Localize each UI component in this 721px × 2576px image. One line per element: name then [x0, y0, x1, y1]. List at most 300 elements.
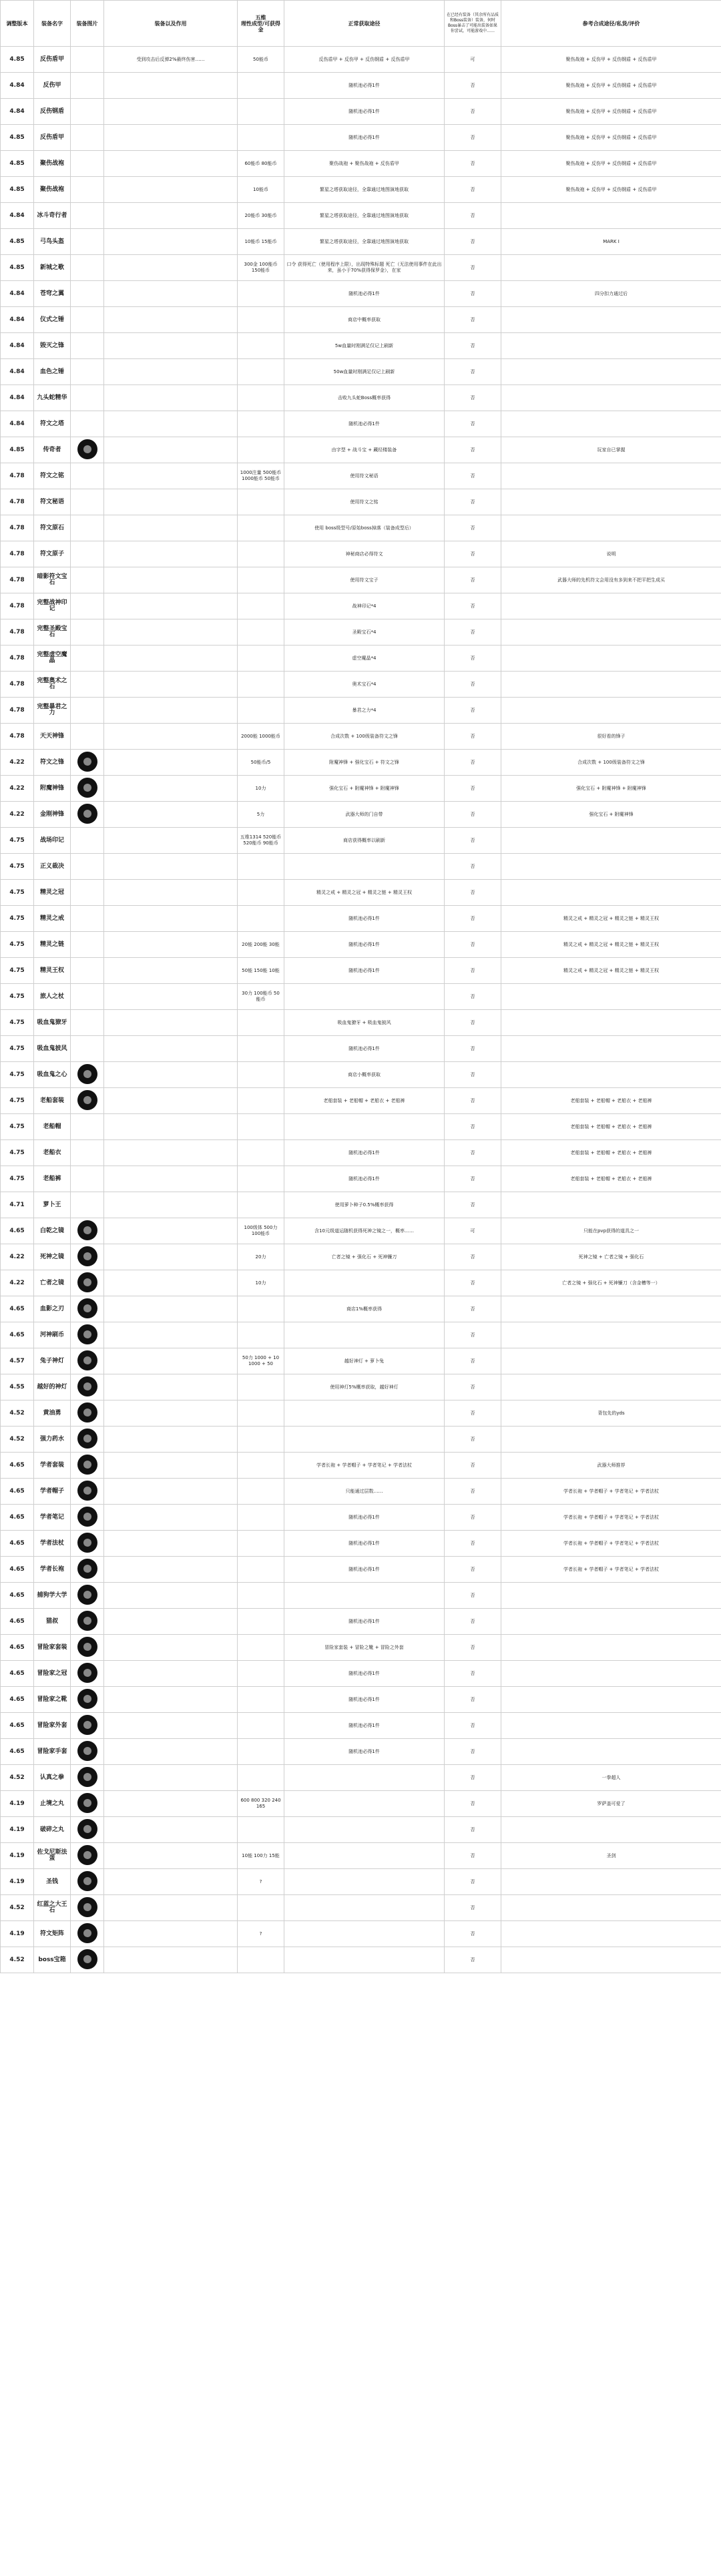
name-cell: 符文矩阵: [34, 1921, 71, 1947]
image-cell: [71, 73, 104, 99]
note-cell: [501, 880, 721, 906]
effect-cell: [104, 385, 238, 411]
name-cell: 圣钱: [34, 1869, 71, 1895]
obtainable-cell: 否: [445, 646, 501, 672]
image-cell: [71, 1088, 104, 1114]
effect-cell: [104, 229, 238, 255]
effect-cell: [104, 411, 238, 437]
name-cell: 佐戈尼斯法蛋: [34, 1843, 71, 1869]
price-cell: [238, 1166, 284, 1192]
table-row: [1, 1400, 721, 1427]
acquire-cell: [284, 1114, 445, 1140]
effect-cell: [104, 99, 238, 125]
name-cell: 金刚神锋: [34, 802, 71, 828]
name-cell: 完整暴君之力: [34, 698, 71, 724]
image-cell: [71, 802, 104, 828]
name-cell: 萝卜王: [34, 1192, 71, 1218]
empty-image: [77, 257, 97, 277]
equipment-image: [77, 778, 97, 798]
price-cell: [238, 73, 284, 99]
note-cell: [501, 411, 721, 437]
image-cell: [71, 1062, 104, 1088]
image-cell: [71, 177, 104, 203]
name-cell: 黄油勇: [34, 1400, 71, 1427]
version-cell: 4.65: [1, 1531, 34, 1557]
version-cell: 4.65: [1, 1661, 34, 1687]
price-cell: 10能币: [238, 177, 284, 203]
acquire-cell: [284, 1791, 445, 1817]
price-cell: 100级体 500力 100能币: [238, 1218, 284, 1244]
effect-cell: [104, 1843, 238, 1869]
table-row: [1, 125, 721, 151]
equipment-image: [77, 1559, 97, 1579]
obtainable-cell: 否: [445, 932, 501, 958]
effect-cell: [104, 1218, 238, 1244]
header-row: [1, 1, 721, 47]
name-cell: 冰斗奇行者: [34, 203, 71, 229]
note-cell: MARK Ⅰ: [501, 229, 721, 255]
table-row: [1, 73, 721, 99]
price-cell: 20能 200能 30能: [238, 932, 284, 958]
image-cell: [71, 1270, 104, 1296]
equipment-image: [77, 1689, 97, 1709]
name-cell: 聚伤战袍: [34, 177, 71, 203]
table-row: [1, 984, 721, 1010]
version-cell: 4.84: [1, 307, 34, 333]
obtainable-cell: 否: [445, 1400, 501, 1427]
obtainable-cell: 否: [445, 619, 501, 646]
effect-cell: [104, 1661, 238, 1687]
image-cell: [71, 1427, 104, 1453]
note-cell: [501, 255, 721, 281]
note-cell: [501, 1062, 721, 1088]
acquire-cell: 精灵之戒 + 精灵之冠 + 精灵之链 + 精灵王权: [284, 880, 445, 906]
obtainable-cell: 否: [445, 724, 501, 750]
note-cell: 武器大师的先机符文会用没有多到来不把平把生成买: [501, 567, 721, 593]
effect-cell: [104, 619, 238, 646]
image-cell: [71, 1192, 104, 1218]
image-cell: [71, 359, 104, 385]
note-cell: [501, 619, 721, 646]
note-cell: 圣剑: [501, 1843, 721, 1869]
obtainable-cell: 否: [445, 1531, 501, 1557]
effect-cell: [104, 958, 238, 984]
acquire-cell: 随机池必得1件: [284, 1687, 445, 1713]
obtainable-cell: 否: [445, 1791, 501, 1817]
price-cell: [238, 1088, 284, 1114]
name-cell: 完整虚空魔晶: [34, 646, 71, 672]
table-row: [1, 698, 721, 724]
obtainable-cell: 否: [445, 437, 501, 463]
version-cell: 4.22: [1, 776, 34, 802]
equipment-image: [77, 1324, 97, 1344]
version-cell: 4.85: [1, 125, 34, 151]
empty-image: [77, 856, 97, 876]
image-cell: [71, 1739, 104, 1765]
acquire-cell: 随机池必得1件: [284, 1036, 445, 1062]
acquire-cell: 随机池必得1件: [284, 125, 445, 151]
effect-cell: [104, 1635, 238, 1661]
equipment-image: [77, 1507, 97, 1527]
effect-cell: [104, 73, 238, 99]
obtainable-cell: 否: [445, 203, 501, 229]
price-cell: 300金 100能币 150能币: [238, 255, 284, 281]
note-cell: 聚伤战袍 + 反伤甲 + 反伤钢盾 + 反伤盾甲: [501, 99, 721, 125]
obtainable-cell: 可: [445, 47, 501, 73]
acquire-cell: 随机池必得1件: [284, 932, 445, 958]
obtainable-cell: 否: [445, 984, 501, 1010]
acquire-cell: 越好神灯 + 萝卜兔: [284, 1348, 445, 1374]
price-cell: [238, 1817, 284, 1843]
price-cell: [238, 619, 284, 646]
name-cell: 聚伤战袍: [34, 151, 71, 177]
effect-cell: [104, 828, 238, 854]
acquire-cell: 5w血量时刚满足仅记上刷新: [284, 333, 445, 359]
equipment-image: [77, 1272, 97, 1292]
name-cell: 学者帽子: [34, 1479, 71, 1505]
effect-cell: [104, 567, 238, 593]
effect-cell: [104, 281, 238, 307]
version-cell: 4.65: [1, 1583, 34, 1609]
note-cell: [501, 1921, 721, 1947]
acquire-cell: 使用神灯5%概率获取，越好神灯: [284, 1374, 445, 1400]
note-cell: 聚伤战袍 + 反伤甲 + 反伤钢盾 + 反伤盾甲: [501, 125, 721, 151]
acquire-cell: 随机池必得1件: [284, 1140, 445, 1166]
acquire-cell: 口令 获得死亡（使用程序上限），出现特殊标题 死亡（无法使用事件在此出来，虽小于70%获得保罗金），在家: [284, 255, 445, 281]
note-cell: 武器大师推荐: [501, 1453, 721, 1479]
price-cell: 10力: [238, 776, 284, 802]
note-cell: [501, 1348, 721, 1374]
acquire-cell: 老船套装 + 老船帽 + 老船衣 + 老船裤: [284, 1088, 445, 1114]
empty-image: [77, 413, 97, 433]
name-cell: 吸血鬼披风: [34, 1036, 71, 1062]
name-cell: 破碎之丸: [34, 1817, 71, 1843]
table-row: [1, 1661, 721, 1687]
equipment-image: [77, 1819, 97, 1839]
table-row: [1, 255, 721, 281]
obtainable-cell: 否: [445, 802, 501, 828]
empty-image: [77, 986, 97, 1006]
name-cell: 反伤盾甲: [34, 125, 71, 151]
equipment-image: [77, 1793, 97, 1813]
effect-cell: [104, 1791, 238, 1817]
image-cell: [71, 1661, 104, 1687]
image-cell: [71, 1817, 104, 1843]
image-cell: [71, 1505, 104, 1531]
image-cell: [71, 99, 104, 125]
acquire-cell: [284, 1869, 445, 1895]
table-row: [1, 1244, 721, 1270]
table-row: [1, 1088, 721, 1114]
note-cell: [501, 1869, 721, 1895]
price-cell: 600 800 320 240 165: [238, 1791, 284, 1817]
image-cell: [71, 1531, 104, 1557]
effect-cell: [104, 541, 238, 567]
empty-image: [77, 648, 97, 668]
name-cell: 学者套装: [34, 1453, 71, 1479]
obtainable-cell: 否: [445, 1088, 501, 1114]
name-cell: 附魔神锋: [34, 776, 71, 802]
price-cell: 2000能 1000能币: [238, 724, 284, 750]
effect-cell: [104, 802, 238, 828]
note-cell: 合成次数 + 100级装备符文之锋: [501, 750, 721, 776]
acquire-cell: [284, 1921, 445, 1947]
note-cell: [501, 646, 721, 672]
obtainable-cell: 否: [445, 73, 501, 99]
empty-image: [77, 830, 97, 850]
effect-cell: [104, 1114, 238, 1140]
name-cell: 冒险家之靴: [34, 1687, 71, 1713]
empty-image: [77, 1116, 97, 1136]
table-row: [1, 1010, 721, 1036]
name-cell: 新城之歌: [34, 255, 71, 281]
acquire-cell: 神秘商店必得符文: [284, 541, 445, 567]
name-cell: 冒险家套装: [34, 1635, 71, 1661]
obtainable-cell: 否: [445, 1687, 501, 1713]
image-cell: [71, 984, 104, 1010]
name-cell: 仪式之锤: [34, 307, 71, 333]
empty-image: [77, 101, 97, 121]
obtainable-cell: 否: [445, 1713, 501, 1739]
empty-image: [77, 960, 97, 980]
table-row: [1, 1531, 721, 1557]
name-cell: 吸血鬼之心: [34, 1062, 71, 1088]
image-cell: [71, 1322, 104, 1348]
version-cell: 4.84: [1, 333, 34, 359]
table-row: [1, 1166, 721, 1192]
effect-cell: [104, 1348, 238, 1374]
obtainable-cell: 否: [445, 1765, 501, 1791]
obtainable-cell: 否: [445, 1479, 501, 1505]
obtainable-cell: 否: [445, 281, 501, 307]
equipment-image: [77, 1741, 97, 1761]
obtainable-cell: 否: [445, 1192, 501, 1218]
name-cell: 苍穹之翼: [34, 281, 71, 307]
note-cell: [501, 1427, 721, 1453]
note-cell: [501, 1687, 721, 1713]
image-cell: [71, 1791, 104, 1817]
price-cell: 50能币/5: [238, 750, 284, 776]
version-cell: 4.71: [1, 1192, 34, 1218]
acquire-cell: [284, 1270, 445, 1296]
price-cell: [238, 1140, 284, 1166]
acquire-cell: [284, 1817, 445, 1843]
price-cell: ?: [238, 1921, 284, 1947]
table-row: [1, 203, 721, 229]
version-cell: 4.75: [1, 984, 34, 1010]
note-cell: 聚伤战袍 + 反伤甲 + 反伤钢盾 + 反伤盾甲: [501, 177, 721, 203]
effect-cell: [104, 672, 238, 698]
equipment-image: [77, 1220, 97, 1240]
obtainable-cell: 否: [445, 1010, 501, 1036]
name-cell: 正义裁决: [34, 854, 71, 880]
acquire-cell: 随机池必得1件: [284, 906, 445, 932]
acquire-cell: 商店小概率获取: [284, 1062, 445, 1088]
price-cell: 20能币 30能币: [238, 203, 284, 229]
name-cell: 死神之镜: [34, 1244, 71, 1270]
price-cell: 30力 100能币 50能币: [238, 984, 284, 1010]
image-cell: [71, 567, 104, 593]
version-cell: 4.75: [1, 1140, 34, 1166]
name-cell: 老船衣: [34, 1140, 71, 1166]
effect-cell: [104, 1453, 238, 1479]
acquire-cell: 繁星之塔获取途径，全靠通过地图演地获取: [284, 203, 445, 229]
empty-image: [77, 908, 97, 928]
empty-image: [77, 205, 97, 225]
acquire-cell: 只能通过层数……: [284, 1479, 445, 1505]
acquire-cell: 使用符文秘语: [284, 463, 445, 489]
empty-image: [77, 335, 97, 355]
price-cell: [238, 1947, 284, 1973]
table-row: [1, 1270, 721, 1296]
acquire-cell: 随机池必得1件: [284, 958, 445, 984]
name-cell: 符文之铭: [34, 463, 71, 489]
name-cell: 反伤钢盾: [34, 99, 71, 125]
image-cell: [71, 1557, 104, 1583]
version-cell: 4.52: [1, 1765, 34, 1791]
effect-cell: [104, 1140, 238, 1166]
empty-image: [77, 75, 97, 95]
note-cell: [501, 1895, 721, 1921]
image-cell: [71, 1947, 104, 1973]
name-cell: 符文原子: [34, 541, 71, 567]
effect-cell: [104, 724, 238, 750]
price-cell: [238, 698, 284, 724]
empty-image: [77, 387, 97, 407]
effect-cell: [104, 1427, 238, 1453]
empty-image: [77, 49, 97, 69]
version-cell: 4.78: [1, 646, 34, 672]
table-row: [1, 385, 721, 411]
equipment-image: [77, 1455, 97, 1475]
equipment-image: [77, 1663, 97, 1683]
version-cell: 4.65: [1, 1635, 34, 1661]
price-cell: 60能币 80能币: [238, 151, 284, 177]
note-cell: [501, 385, 721, 411]
effect-cell: [104, 1374, 238, 1400]
price-cell: [238, 1427, 284, 1453]
empty-image: [77, 1038, 97, 1058]
obtainable-cell: 否: [445, 1348, 501, 1374]
name-cell: 九头蛇精华: [34, 385, 71, 411]
price-cell: [238, 1895, 284, 1921]
acquire-cell: 附魔神锋 + 强化宝石 + 符文之锋: [284, 750, 445, 776]
table-row: [1, 1374, 721, 1400]
image-cell: [71, 1583, 104, 1609]
note-cell: [501, 698, 721, 724]
name-cell: boss宝箱: [34, 1947, 71, 1973]
table-row: [1, 1739, 721, 1765]
table-row: [1, 619, 721, 646]
effect-cell: [104, 151, 238, 177]
effect-cell: [104, 854, 238, 880]
image-cell: [71, 1374, 104, 1400]
note-cell: 只能在pvp获得的道具之一: [501, 1218, 721, 1244]
equipment-image: [77, 1298, 97, 1318]
name-cell: 河神刷币: [34, 1322, 71, 1348]
header-image: 装备图片: [71, 1, 104, 47]
version-cell: 4.65: [1, 1479, 34, 1505]
image-cell: [71, 854, 104, 880]
acquire-cell: [284, 1765, 445, 1791]
equipment-image: [77, 1246, 97, 1266]
table-row: [1, 1609, 721, 1635]
version-cell: 4.78: [1, 541, 34, 567]
note-cell: [501, 1947, 721, 1973]
image-cell: [71, 1921, 104, 1947]
table-row: [1, 880, 721, 906]
version-cell: 4.75: [1, 1010, 34, 1036]
table-row: [1, 646, 721, 672]
effect-cell: [104, 984, 238, 1010]
acquire-cell: 吸血鬼獠牙 + 吸血鬼披风: [284, 1010, 445, 1036]
image-cell: [71, 1244, 104, 1270]
image-cell: [71, 932, 104, 958]
note-cell: 老船套装 + 老船帽 + 老船衣 + 老船裤: [501, 1140, 721, 1166]
note-cell: 老船套装 + 老船帽 + 老船衣 + 老船裤: [501, 1114, 721, 1140]
effect-cell: [104, 646, 238, 672]
price-cell: [238, 1583, 284, 1609]
version-cell: 4.75: [1, 906, 34, 932]
empty-image: [77, 309, 97, 329]
obtainable-cell: 否: [445, 1661, 501, 1687]
acquire-cell: 使用符文宝子: [284, 567, 445, 593]
equipment-image: [77, 1637, 97, 1657]
acquire-cell: 随机池必得1件: [284, 1166, 445, 1192]
version-cell: 4.22: [1, 802, 34, 828]
table-row: [1, 906, 721, 932]
header-acquire: 正常获取途径: [284, 1, 445, 47]
note-cell: 四分扣力通过后: [501, 281, 721, 307]
obtainable-cell: 否: [445, 255, 501, 281]
obtainable-cell: 否: [445, 1140, 501, 1166]
acquire-cell: 武器大师的门自带: [284, 802, 445, 828]
version-cell: 4.57: [1, 1348, 34, 1374]
image-cell: [71, 672, 104, 698]
note-cell: 聚伤战袍 + 反伤甲 + 反伤钢盾 + 反伤盾甲: [501, 151, 721, 177]
image-cell: [71, 750, 104, 776]
acquire-cell: 随机池必得1件: [284, 281, 445, 307]
image-cell: [71, 1765, 104, 1791]
equipment-image: [77, 1350, 97, 1370]
price-cell: 20力: [238, 1244, 284, 1270]
header-effect: 装备以及作用: [104, 1, 238, 47]
table-row: [1, 1765, 721, 1791]
equipment-image: [77, 1767, 97, 1787]
name-cell: 血影之刃: [34, 1296, 71, 1322]
equipment-image: [77, 1611, 97, 1631]
name-cell: 红蓝之大王石: [34, 1895, 71, 1921]
image-cell: [71, 1895, 104, 1921]
version-cell: 4.52: [1, 1400, 34, 1427]
obtainable-cell: 否: [445, 1583, 501, 1609]
obtainable-cell: 否: [445, 1062, 501, 1088]
header-obtainable: 在已经有装备（其余所有品质和Boss装备）装备，何时 Boss暴击了可能出装备如果你尝试，可能游戏中……: [445, 1, 501, 47]
effect-cell: [104, 1400, 238, 1427]
note-cell: 一拳超人: [501, 1765, 721, 1791]
empty-image: [77, 1012, 97, 1032]
equipment-image: [77, 1871, 97, 1891]
equipment-image: [77, 1923, 97, 1943]
obtainable-cell: 否: [445, 1557, 501, 1583]
table-row: [1, 411, 721, 437]
price-cell: [238, 385, 284, 411]
image-cell: [71, 1609, 104, 1635]
acquire-cell: [284, 1400, 445, 1427]
table-row: [1, 1843, 721, 1869]
note-cell: [501, 1739, 721, 1765]
name-cell: 强力药水: [34, 1427, 71, 1453]
